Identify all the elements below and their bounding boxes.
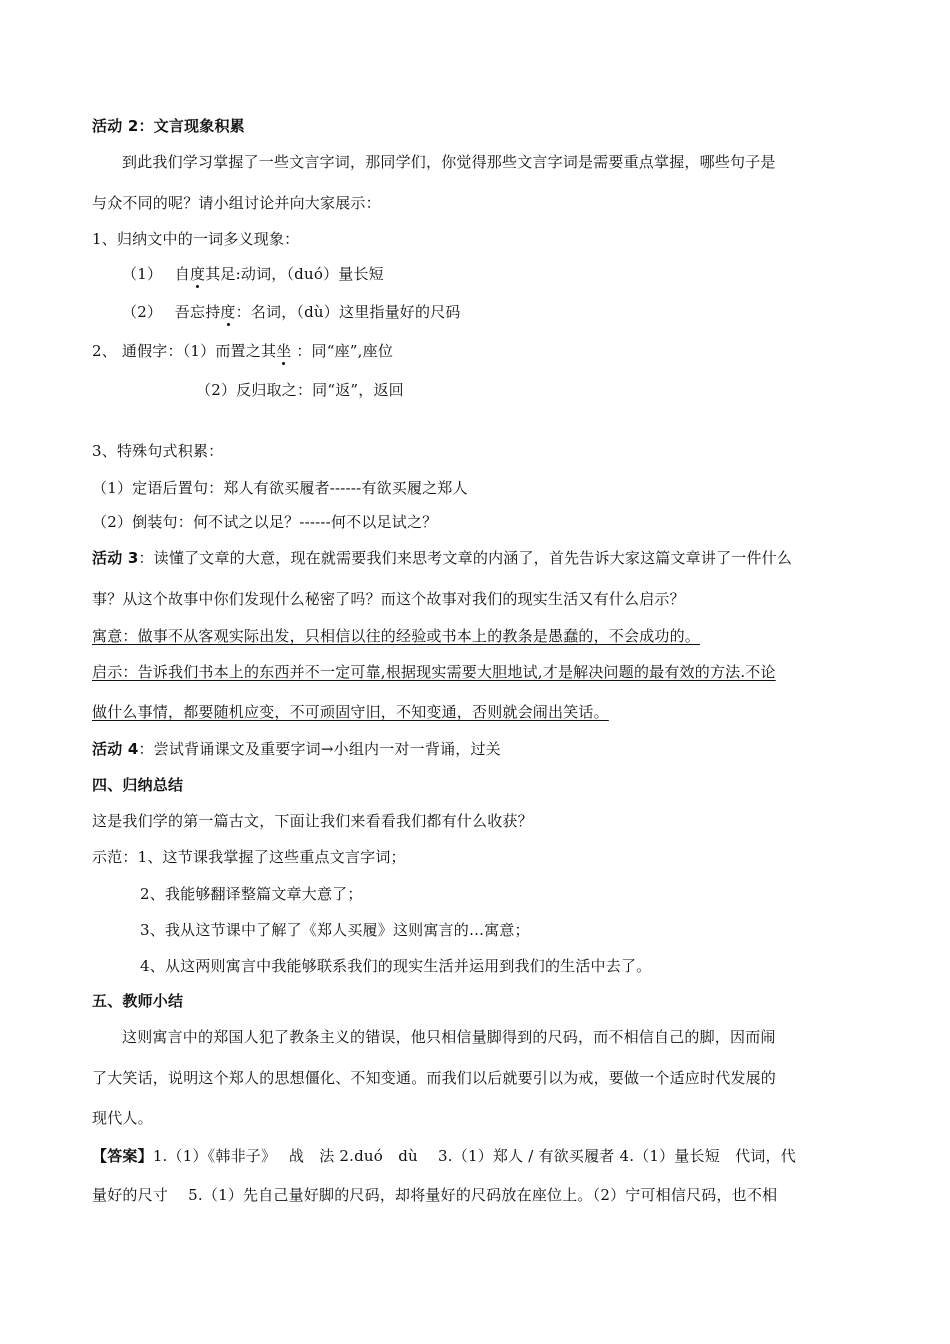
polysemy-item-2-prefix: （2） 吾忘持 — [122, 303, 221, 321]
emphasis-dot-char: 度 — [220, 303, 236, 321]
interchangeable-suffix: ：同“座”,座位 — [291, 342, 394, 360]
activity-3-line-2: 事？从这个故事中你们发现什么秘密了吗？而这个故事对我们的现实生活又有什么启示？ — [92, 590, 685, 608]
interchangeable-char-line-1 — [92, 341, 393, 361]
summary-line-3: 现代人。 — [92, 1109, 153, 1127]
polysemy-item-2 — [122, 302, 461, 322]
activity-4-text: ：尝试背诵课文及重要字词→小组内一对一背诵，过关 — [138, 740, 501, 758]
insight-line-1: 启示：告诉我们书本上的东西并不一定可靠,根据现实需要大胆地试,才是解决问题的最有效的方法.不论 — [92, 663, 776, 681]
section-4-title: 四、归纳总结 — [92, 776, 184, 794]
section-5-title: 五、教师小结 — [92, 992, 184, 1010]
polysemy-item-1 — [122, 264, 384, 284]
polysemy-item-1-suffix: 其足:动词，（duó）量长短 — [205, 265, 384, 283]
activity-3-line-1 — [92, 548, 792, 568]
emphasis-dot-char: 度 — [190, 265, 206, 283]
polysemy-item-1-prefix: （1） 自 — [122, 265, 191, 283]
polysemy-heading: 1、归纳文中的一词多义现象： — [92, 230, 300, 248]
activity-3-label: 活动 3 — [92, 549, 139, 567]
demo-item-2: 2、我能够翻译整篇文章大意了； — [140, 885, 363, 903]
activity-2-title: 活动 2：文言现象积累 — [92, 117, 245, 135]
interchangeable-char-line-2: （2）反归取之：同“返”，返回 — [196, 381, 404, 399]
activity-4-line — [92, 739, 501, 759]
emphasis-dot-char: 坐 — [276, 342, 292, 360]
insight-line-2: 做什么事情，都要随机应变，不可顽固守旧，不知变通，否则就会闹出笑话。 — [92, 703, 609, 721]
answer-label: 【答案】 — [92, 1147, 153, 1165]
activity-2-para-line-2: 与众不同的呢？请小组讨论并向大家展示： — [92, 194, 381, 212]
answer-text-1: 1.（1）《韩非子》 战 法 2.duó dù 3.（1）郑人 / 有欲买履者 4.（1）量长短 代词，代 — [152, 1147, 796, 1165]
special-sentence-heading: 3、特殊句式积累： — [92, 442, 224, 460]
moral-line: 寓意：做事不从客观实际出发，只相信以往的经验或书本上的教条是愚蠢的，不会成功的。 — [92, 627, 701, 645]
polysemy-item-2-suffix: ：名词，（dù）这里指量好的尺码 — [235, 303, 461, 321]
answer-line-1 — [92, 1146, 796, 1166]
activity-4-label: 活动 4 — [92, 740, 139, 758]
demo-item-1: 示范：1、这节课我掌握了这些重点文言字词； — [92, 848, 406, 866]
answer-line-2: 量好的尺寸 5.（1）先自己量好脚的尺码，却将量好的尺码放在座位上。（2）宁可相信尺码，也不相 — [92, 1186, 778, 1204]
summary-line-1: 这则寓言中的郑国人犯了教条主义的错误，他只相信量脚得到的尺码，而不相信自己的脚，因而闹 — [122, 1028, 776, 1046]
demo-item-3: 3、我从这节课中了解了《郑人买履》这则寓言的…寓意； — [140, 921, 530, 939]
interchangeable-prefix: 2、 通假字：（1）而置之其 — [92, 342, 277, 360]
demo-item-4: 4、从这两则寓言中我能够联系我们的现实生活并运用到我们的生活中去了。 — [140, 957, 652, 975]
special-sentence-2: （2）倒装句：何不试之以足？------何不以足试之？ — [92, 513, 438, 531]
summary-line-2: 了大笑话，说明这个郑人的思想僵化、不知变通。而我们以后就要引以为戒，要做一个适应时代发展的 — [92, 1069, 777, 1087]
special-sentence-1: （1）定语后置句：郑人有欲买履者------有欲买履之郑人 — [92, 479, 468, 497]
activity-2-para-line-1: 到此我们学习掌握了一些文言字词，那同学们，你觉得那些文言字词是需要重点掌握，哪些句子是 — [122, 153, 776, 171]
section-4-intro: 这是我们学的第一篇古文，下面让我们来看看我们都有什么收获？ — [92, 812, 533, 830]
activity-3-text: ：读懂了文章的大意，现在就需要我们来思考文章的内涵了，首先告诉大家这篇文章讲了一件什么 — [138, 549, 793, 567]
